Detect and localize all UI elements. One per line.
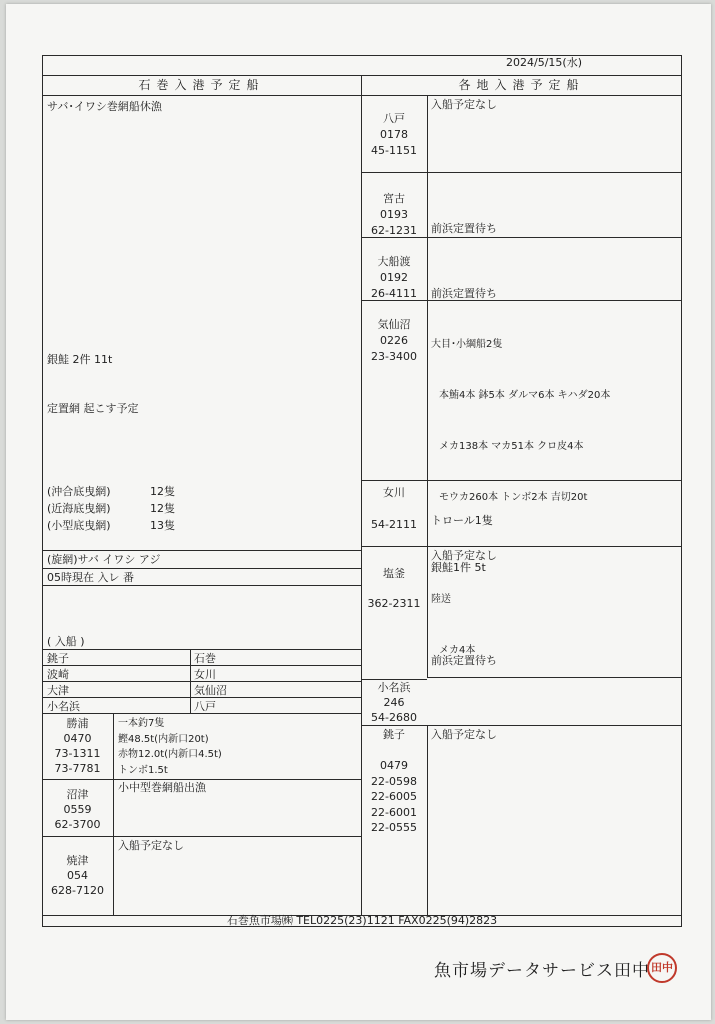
numazu-text: 小中型巻網船出漁	[118, 781, 206, 794]
port-otsu: 大津	[47, 684, 69, 697]
katsuura-line-2: 鰹48.5t(内新口20t)	[118, 733, 209, 745]
kesennuma-line-3: メカ138本 マカ51本 クロ皮4本	[439, 441, 584, 452]
trawl-3-value: 13隻	[150, 519, 175, 532]
numazu-area: 0559	[63, 803, 92, 816]
miyako-text: 前浜定置待ち	[431, 222, 497, 235]
miyako-name: 宮古	[383, 192, 405, 205]
port-kesennuma: 気仙沼	[194, 684, 227, 697]
hachinohe-name: 八戸	[383, 112, 405, 125]
katsuura-name: 勝浦	[66, 717, 89, 730]
kesennuma-line-1: 大目･小綱船2隻	[431, 339, 503, 350]
left-salmon: 銀鮭 2件 11t	[47, 353, 113, 366]
kesennuma-name: 気仙沼	[377, 318, 411, 331]
katsuura-line-4: トンボ1.5t	[118, 764, 168, 776]
yaizu-tel: 628-7120	[51, 884, 104, 897]
onagawa-tel: 54-2111	[371, 518, 417, 531]
miyako-contact	[361, 191, 427, 239]
choshi-text: 入船予定なし	[431, 728, 497, 741]
footer-contact: 石巻魚市場㈱ TEL0225(23)1121 FAX0225(94)2823	[226, 914, 498, 927]
numazu-contact	[42, 787, 113, 832]
shiogama-text: 入船予定なし	[431, 549, 497, 562]
onagawa-line-3	[431, 606, 497, 622]
onahama-name: 小名浜	[377, 681, 411, 694]
onagawa-line-1: トロール1隻	[431, 514, 493, 527]
ofunato-area: 0192	[380, 271, 408, 284]
miyako-tel: 62-1231	[371, 224, 417, 237]
choshi-contact	[361, 727, 427, 836]
choshi-tel-3: 22-6001	[371, 805, 417, 819]
nyusen-label: ( 入船 )	[47, 635, 85, 648]
katsuura-tel2: 73-7781	[54, 762, 101, 775]
trawl-1-value: 12隻	[150, 485, 175, 498]
kesennuma-line-6: 陸送	[431, 594, 451, 605]
right-header: 各地入港予定船	[458, 78, 585, 92]
onagawa-name: 女川	[383, 486, 405, 499]
left-note-kyuryo: サバ･イワシ巻網船休漁	[47, 100, 162, 113]
trawl-2-value: 12隻	[150, 502, 175, 515]
katsuura-line-1: 一本釣7隻	[118, 718, 165, 729]
yaizu-name: 焼津	[66, 854, 89, 867]
yaizu-area: 054	[67, 869, 88, 882]
onagawa-line-2: 銀鮭1件 5t	[431, 560, 486, 574]
choshi-tel-2: 22-6005	[371, 790, 417, 803]
yaizu-text: 入船予定なし	[118, 839, 184, 852]
onahama-tel: 54-2680	[371, 711, 417, 724]
choshi-name: 銚子	[383, 728, 405, 741]
shiogama-name: 塩釜	[383, 567, 405, 580]
yaizu-contact	[42, 853, 113, 898]
port-hachinohe: 八戸	[194, 700, 216, 713]
onagawa-catch	[431, 482, 497, 699]
numazu-name: 沼津	[66, 788, 89, 801]
kesennuma-line-4: モウカ260本 トンボ2本 吉切20t	[439, 492, 588, 503]
hachinohe-area: 0178	[380, 128, 408, 141]
kesennuma-tel: 23-3400	[371, 350, 417, 363]
trawl-3-label: (小型底曳網)	[47, 519, 111, 532]
hachinohe-contact	[361, 111, 427, 159]
hachinohe-text: 入船予定なし	[431, 98, 497, 111]
katsuura-area: 0470	[63, 732, 92, 745]
trawl-2-label: (近海底曳網)	[47, 502, 111, 515]
onahama-contact	[361, 680, 427, 725]
ofunato-tel: 26-4111	[371, 287, 417, 300]
seal-stamp: 田中	[647, 953, 677, 983]
katsuura-catch	[118, 716, 222, 778]
kesennuma-contact	[361, 317, 427, 365]
choshi-area: 0479	[380, 759, 408, 772]
katsuura-tel1: 73-1311	[54, 747, 101, 760]
kesennuma-line-7: メカ4本	[439, 645, 476, 656]
shiogama-tel: 362-2311	[367, 597, 421, 610]
onahama-area: 246	[383, 696, 405, 709]
senmou-label: (旋網)サバ イワシ アジ	[47, 553, 161, 566]
katsuura-contact	[42, 716, 113, 776]
numazu-tel: 62-3700	[54, 818, 101, 831]
port-ishinomaki: 石巻	[194, 652, 216, 665]
ofunato-contact	[361, 254, 427, 302]
ofunato-text: 前浜定置待ち	[431, 287, 497, 300]
hachinohe-tel: 45-1151	[371, 144, 417, 157]
entry-time: 05時現在 入レ 番	[47, 571, 134, 584]
signature: 魚市場データサービス田中	[434, 961, 650, 981]
onagawa-line-4: 前浜定置待ち	[431, 653, 497, 667]
left-teichi: 定置網 起こす予定	[47, 402, 139, 415]
port-onagawa: 女川	[194, 668, 216, 681]
katsuura-line-3: 赤物12.0t(内新口4.5t)	[118, 749, 222, 760]
ofunato-name: 大船渡	[377, 255, 411, 268]
port-hasaki: 波崎	[47, 668, 69, 681]
miyako-area: 0193	[380, 208, 408, 221]
choshi-tel-1: 22-0598	[371, 774, 417, 788]
date: 2024/5/15(水)	[506, 56, 582, 69]
left-header: 石巻入港予定船	[138, 78, 265, 92]
port-choshi: 銚子	[47, 652, 69, 665]
kesennuma-area: 0226	[380, 334, 408, 347]
document-page	[6, 4, 711, 1020]
kesennuma-line-2: 本鮪4本 鉢5本 ダルマ6本 キハダ20本	[439, 390, 611, 401]
trawl-1-label: (沖合底曳網)	[47, 485, 111, 498]
choshi-tel-4: 22-0555	[371, 821, 417, 834]
port-onahama: 小名浜	[47, 700, 80, 713]
